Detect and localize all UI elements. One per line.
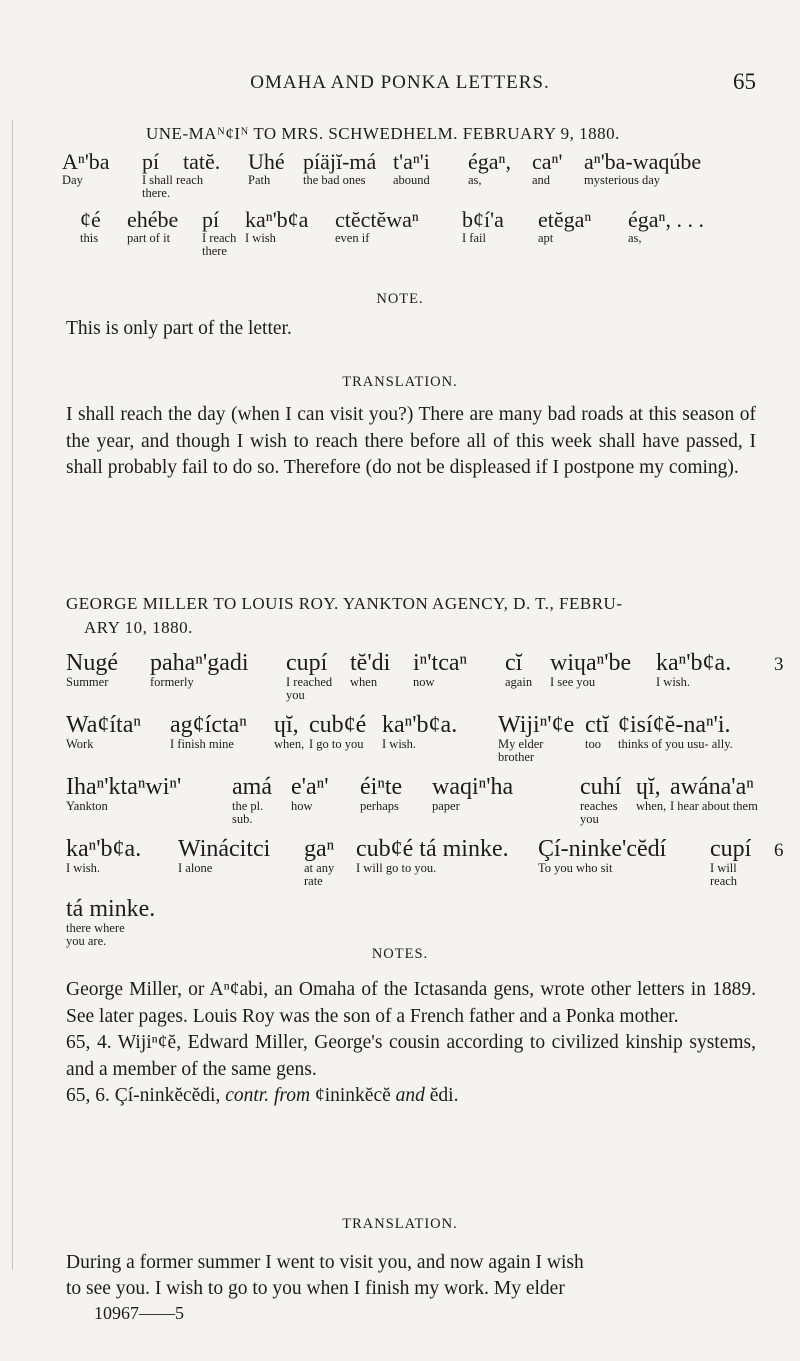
gloss-word: cĭ again: [505, 650, 533, 689]
gloss-word: e'aⁿ' how: [291, 774, 329, 813]
gloss-word: pí I reach there: [202, 207, 237, 258]
gloss-word: iⁿ'tcaⁿ now: [413, 650, 468, 689]
gloss-word: gaⁿ at any rate: [304, 836, 335, 888]
gloss-word: kaⁿ'bȼa. I wish.: [66, 836, 142, 875]
gloss-word: Winácitci I alone: [178, 836, 271, 875]
gloss-word: amá the pl. sub.: [232, 774, 272, 826]
gloss-word: ctĕctĕwaⁿ even if: [335, 207, 419, 245]
gloss-word: ȼé this: [80, 207, 101, 245]
running-head-title: OMAHA AND PONKA LETTERS.: [250, 72, 550, 93]
translation-paragraph: I shall reach the day (when I can visit you?) There are many bad roads at this season of the year, and though I wish to reach there before all of this week shall have passed, I shall probably fail to do so. Therefore (do not be displeased if I postpone my coming).: [66, 404, 756, 478]
gloss-word: tĕ'di when: [350, 650, 391, 689]
gloss-word: waqiⁿ'ha paper: [432, 774, 514, 813]
gloss-word: kaⁿ'bȼa. I wish.: [656, 650, 732, 689]
letter2-heading-line-2: ARY 10, 1880.: [84, 618, 193, 637]
note-paragraph: 65, 6. Çí-ninkĕcĕdi, contr. from ȼininkĕcĕ and ĕdi.: [66, 1085, 459, 1106]
gloss-word: tatĕ.: [183, 149, 221, 174]
notes-heading: NOTES.: [371, 946, 429, 962]
gloss-word: Aⁿ'ba Day: [62, 149, 110, 187]
gloss-word: kaⁿ'bȼa. I wish.: [382, 712, 458, 751]
gloss-word: cupí I reached you: [286, 650, 333, 702]
gloss-word: awána'aⁿ I hear about them: [670, 774, 758, 813]
translation2-heading: TRANSLATION.: [342, 1216, 458, 1232]
gloss-word: caⁿ' and: [532, 149, 563, 187]
note-text: This is only part of the letter.: [66, 318, 292, 339]
gloss-word: etĕgaⁿ apt: [538, 207, 592, 245]
gloss-word: aⁿ'ba-waqúbe mysterious day: [584, 149, 702, 187]
gloss-word: bȼí'a I fail: [462, 207, 504, 245]
gloss-word: égaⁿ, . . . as,: [628, 207, 704, 245]
gloss-word: cupí I will reach: [710, 836, 752, 888]
gloss-word: éiⁿte perhaps: [360, 774, 403, 813]
gloss-word: Uhé Path: [248, 149, 285, 187]
page-number: 65: [733, 69, 756, 94]
line-number: 3: [774, 654, 784, 675]
gloss-word: Waȼítaⁿ Work: [66, 712, 141, 751]
gloss-word: Ihaⁿ'ktaⁿwiⁿ' Yankton: [66, 774, 182, 813]
gloss-word: pí I shall reach there.: [142, 149, 204, 200]
gloss-word: wiɥaⁿ'be I see you: [550, 650, 632, 689]
gloss-word: tá minke. there where you are.: [66, 896, 156, 948]
translation2-line-2: to see you. I wish to go to you when I finish my work. My elder: [66, 1278, 565, 1299]
translation2-line-1: During a former summer I went to visit you, and now again I wish: [66, 1252, 584, 1273]
gloss-word: ctĭ too: [585, 712, 609, 751]
translation-heading: TRANSLATION.: [342, 374, 458, 390]
gloss-word: ehébe part of it: [127, 207, 179, 245]
gloss-word: égaⁿ, as,: [468, 149, 511, 187]
line-number: 6: [774, 840, 784, 861]
gloss-word: pahaⁿ'gadi formerly: [150, 650, 249, 689]
notes-paragraphs: [66, 977, 756, 1110]
letter2-heading-line-1: GEORGE MILLER TO LOUIS ROY. YANKTON AGENCY, D. T., FEBRU-: [66, 594, 623, 613]
printer-signature: 10967——5: [94, 1303, 184, 1323]
gloss-word: kaⁿ'bȼa I wish: [245, 207, 309, 245]
gloss-word: cubȼé tá minke. I will go to you.: [356, 836, 509, 875]
gloss-word: ɥĭ, when,: [274, 712, 305, 751]
gloss-word: cuhí reaches you: [580, 774, 622, 826]
gloss-word: Wijiⁿ'ȼe My elder brother: [498, 712, 575, 764]
gloss-word: agȼíctaⁿ I finish mine: [170, 712, 247, 751]
note-heading: NOTE.: [376, 291, 424, 307]
gloss-word: t'aⁿ'i abound: [393, 149, 430, 187]
gloss-word: ɥĭ, when,: [636, 774, 667, 813]
gloss-word: cubȼé I go to you: [309, 712, 367, 751]
note-paragraph: George Miller, or Aⁿȼabi, an Omaha of the Ictasanda gens, wrote other letters in 1889. See later pages. Louis Roy was the son of a French father and a Ponka mother.: [66, 979, 756, 1027]
gloss-word: Çí-ninke'cĕdí To you who sit: [538, 836, 667, 875]
gloss-word: ȼisíȼĕ-naⁿ'i. thinks of you usu- ally.: [618, 712, 733, 751]
gloss-word: Nugé Summer: [66, 650, 118, 689]
gloss-word: píäjĭ-má the bad ones: [303, 149, 377, 187]
letter1-heading: UNE-MAᴺȼIᴺ TO MRS. SCHWEDHELM. FEBRUARY 9, 1880.: [146, 124, 620, 143]
note-paragraph: 65, 4. Wijiⁿȼĕ, Edward Miller, George's cousin according to civilized kinship systems, and a member of the same gens.: [66, 1032, 756, 1080]
